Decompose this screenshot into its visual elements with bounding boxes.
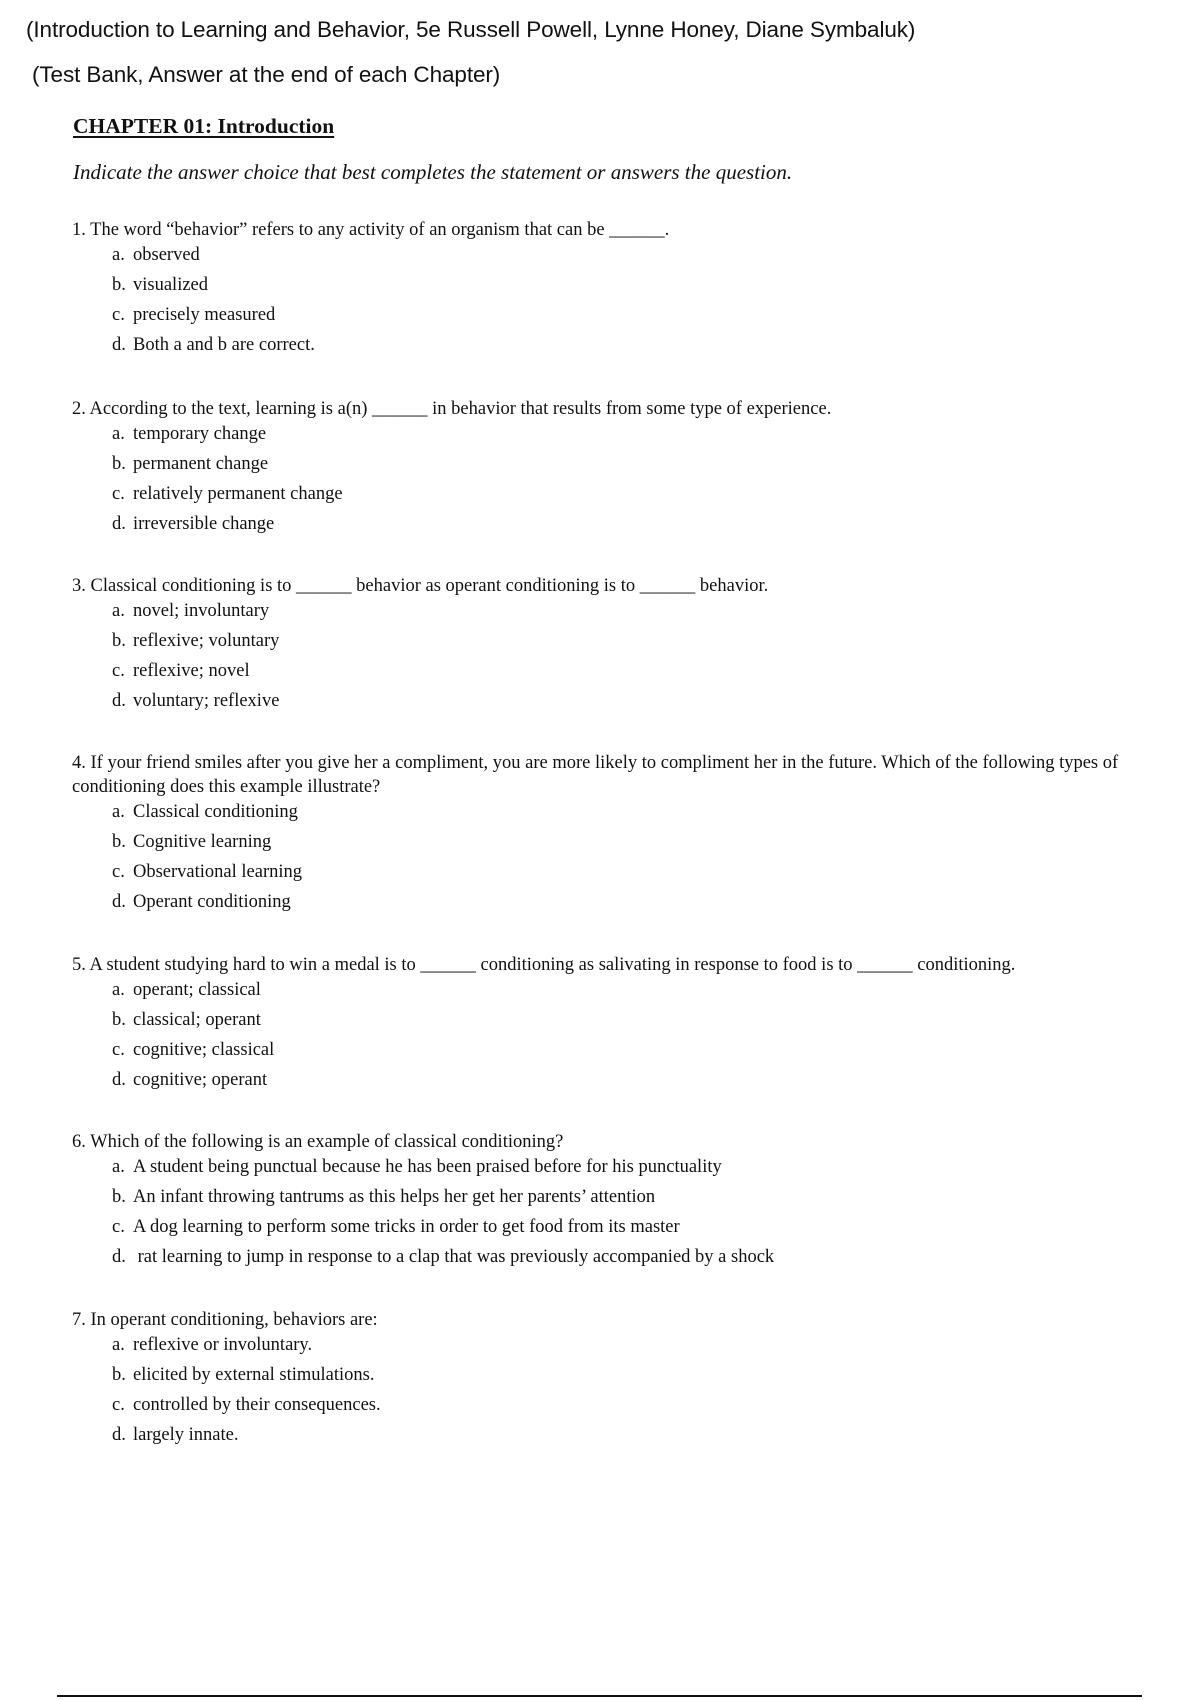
question-2 bbox=[72, 397, 1152, 541]
option-letter: a. bbox=[112, 424, 125, 444]
option-text: largely innate. bbox=[133, 1425, 239, 1445]
answer-option bbox=[112, 1362, 1152, 1392]
option-letter: c. bbox=[112, 661, 125, 681]
option-letter: a. bbox=[112, 1157, 125, 1177]
question-stem bbox=[72, 751, 1152, 799]
option-text: novel; involuntary bbox=[133, 601, 270, 621]
option-text: Cognitive learning bbox=[133, 832, 272, 852]
option-letter: d. bbox=[112, 691, 126, 711]
answer-option bbox=[112, 272, 1152, 302]
option-text: Classical conditioning bbox=[133, 802, 298, 822]
answer-options bbox=[112, 977, 1152, 1097]
option-letter: d. bbox=[112, 892, 126, 912]
question-number: 4. bbox=[72, 753, 86, 773]
option-text: visualized bbox=[133, 275, 209, 295]
answer-option bbox=[112, 1392, 1152, 1422]
answer-option bbox=[112, 1154, 1152, 1184]
answer-option bbox=[112, 829, 1152, 859]
option-letter: b. bbox=[112, 1365, 126, 1385]
option-text: controlled by their consequences. bbox=[133, 1395, 381, 1415]
answer-option bbox=[112, 481, 1152, 511]
answer-option bbox=[112, 799, 1152, 829]
question-stem bbox=[72, 1130, 1152, 1154]
answer-option bbox=[112, 977, 1152, 1007]
option-letter: b. bbox=[112, 454, 126, 474]
option-letter: a. bbox=[112, 1335, 125, 1355]
answer-options bbox=[112, 1154, 1152, 1274]
option-letter: d. bbox=[112, 1070, 126, 1090]
answer-option bbox=[112, 451, 1152, 481]
option-letter: b. bbox=[112, 1187, 126, 1207]
question-6 bbox=[72, 1130, 1152, 1274]
option-letter: a. bbox=[112, 802, 125, 822]
answer-option bbox=[112, 511, 1152, 541]
option-text: cognitive; classical bbox=[133, 1040, 275, 1060]
answer-options bbox=[112, 242, 1152, 362]
option-text: reflexive; novel bbox=[133, 661, 250, 681]
answer-option bbox=[112, 889, 1152, 919]
answer-option bbox=[112, 332, 1152, 362]
answer-option bbox=[112, 1184, 1152, 1214]
question-number: 2. bbox=[72, 399, 86, 419]
option-text: A student being punctual because he has been praised before for his punctuality bbox=[133, 1157, 722, 1177]
question-3 bbox=[72, 574, 1152, 718]
question-text: In operant conditioning, behaviors are: bbox=[90, 1310, 378, 1330]
answer-option bbox=[112, 658, 1152, 688]
option-text: An infant throwing tantrums as this helps her get her parents’ attention bbox=[133, 1187, 656, 1207]
answer-options bbox=[112, 1332, 1152, 1452]
question-5 bbox=[72, 953, 1152, 1097]
answer-option bbox=[112, 628, 1152, 658]
option-text: precisely measured bbox=[133, 305, 276, 325]
question-text: A student studying hard to win a medal is to ______ conditioning as salivating in response to food is to ______ conditioning. bbox=[89, 955, 1016, 975]
question-7 bbox=[72, 1308, 1152, 1452]
document-header-subtitle: (Test Bank, Answer at the end of each Chapter) bbox=[32, 62, 501, 87]
instructions: Indicate the answer choice that best completes the statement or answers the question. bbox=[73, 160, 793, 184]
option-letter: b. bbox=[112, 275, 126, 295]
option-letter: d. bbox=[112, 335, 126, 355]
option-text: classical; operant bbox=[133, 1010, 261, 1030]
answer-option bbox=[112, 1067, 1152, 1097]
option-text: cognitive; operant bbox=[133, 1070, 268, 1090]
answer-options bbox=[112, 799, 1152, 919]
option-letter: d. bbox=[112, 1247, 126, 1267]
document-header-title: (Introduction to Learning and Behavior, 5e Russell Powell, Lynne Honey, Diane Symbaluk) bbox=[26, 17, 916, 42]
answer-option bbox=[112, 421, 1152, 451]
answer-option bbox=[112, 302, 1152, 332]
option-text: voluntary; reflexive bbox=[133, 691, 280, 711]
option-text: permanent change bbox=[133, 454, 269, 474]
option-letter: d. bbox=[112, 1425, 126, 1445]
question-text: Which of the following is an example of classical conditioning? bbox=[90, 1132, 564, 1152]
option-letter: c. bbox=[112, 1395, 125, 1415]
option-letter: c. bbox=[112, 1217, 125, 1237]
question-number: 5. bbox=[72, 955, 86, 975]
question-stem bbox=[72, 574, 1152, 598]
answer-option bbox=[112, 1332, 1152, 1362]
answer-option bbox=[112, 1037, 1152, 1067]
question-number: 6. bbox=[72, 1132, 86, 1152]
question-number: 1. bbox=[72, 220, 86, 240]
chapter-title: CHAPTER 01: Introduction bbox=[73, 114, 335, 138]
question-text: If your friend smiles after you give her a compliment, you are more likely to compliment her in the future. Which of the following types of conditioning does this example illustrate? bbox=[72, 753, 1119, 797]
question-number: 7. bbox=[72, 1310, 86, 1330]
option-text: elicited by external stimulations. bbox=[133, 1365, 375, 1385]
question-stem bbox=[72, 1308, 1152, 1332]
question-number: 3. bbox=[72, 576, 86, 596]
answer-option bbox=[112, 688, 1152, 718]
question-4 bbox=[72, 751, 1152, 919]
question-text: Classical conditioning is to ______ behavior as operant conditioning is to ______ behavior. bbox=[90, 576, 769, 596]
option-text: relatively permanent change bbox=[133, 484, 343, 504]
option-letter: c. bbox=[112, 305, 125, 325]
question-text: According to the text, learning is a(n) ______ in behavior that results from some type of experience. bbox=[89, 399, 832, 419]
question-1 bbox=[72, 218, 1152, 362]
option-letter: b. bbox=[112, 631, 126, 651]
answer-options bbox=[112, 421, 1152, 541]
option-text: Operant conditioning bbox=[133, 892, 291, 912]
option-letter: c. bbox=[112, 862, 125, 882]
option-letter: b. bbox=[112, 832, 126, 852]
option-letter: a. bbox=[112, 601, 125, 621]
answer-option bbox=[112, 1214, 1152, 1244]
answer-option bbox=[112, 859, 1152, 889]
answer-option bbox=[112, 242, 1152, 272]
question-stem bbox=[72, 218, 1152, 242]
option-text: Both a and b are correct. bbox=[133, 335, 315, 355]
question-stem bbox=[72, 953, 1152, 977]
option-letter: a. bbox=[112, 980, 125, 1000]
option-letter: c. bbox=[112, 1040, 125, 1060]
option-text: reflexive; voluntary bbox=[133, 631, 280, 651]
option-letter: d. bbox=[112, 514, 126, 534]
answer-options bbox=[112, 598, 1152, 718]
option-letter: b. bbox=[112, 1010, 126, 1030]
option-letter: a. bbox=[112, 245, 125, 265]
option-text: operant; classical bbox=[133, 980, 261, 1000]
question-stem bbox=[72, 397, 1152, 421]
footer-divider bbox=[57, 1695, 1142, 1697]
option-text: Observational learning bbox=[133, 862, 303, 882]
answer-option bbox=[112, 1007, 1152, 1037]
answer-option bbox=[112, 1422, 1152, 1452]
option-text: observed bbox=[133, 245, 200, 265]
answer-option bbox=[112, 1244, 1152, 1274]
option-text: A dog learning to perform some tricks in order to get food from its master bbox=[133, 1217, 680, 1237]
question-text: The word “behavior” refers to any activity of an organism that can be ______. bbox=[90, 220, 670, 240]
answer-option bbox=[112, 598, 1152, 628]
option-text: rat learning to jump in response to a clap that was previously accompanied by a shock bbox=[133, 1247, 775, 1267]
option-letter: c. bbox=[112, 484, 125, 504]
option-text: reflexive or involuntary. bbox=[133, 1335, 313, 1355]
option-text: temporary change bbox=[133, 424, 267, 444]
option-text: irreversible change bbox=[133, 514, 275, 534]
